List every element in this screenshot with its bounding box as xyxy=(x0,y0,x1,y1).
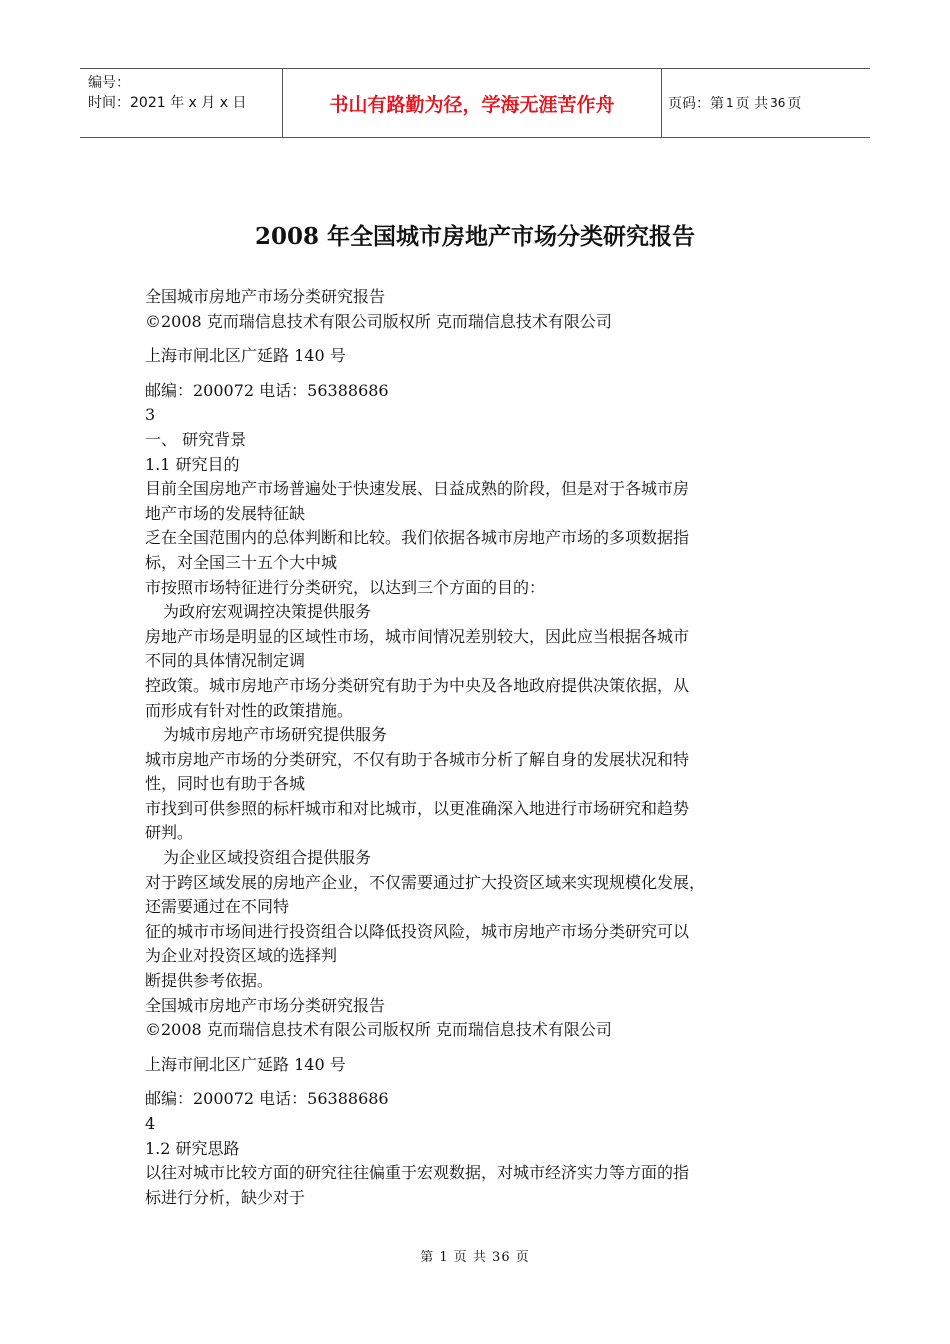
body-line: ©2008 克而瑞信息技术有限公司版权所 克而瑞信息技术有限公司 xyxy=(145,1020,612,1040)
body-line: 4 xyxy=(145,1114,156,1133)
subsection-heading: 1.1 研究目的 xyxy=(145,454,240,474)
body-line: 3 xyxy=(145,405,156,425)
body-line: 全国城市房地产市场分类研究报告 xyxy=(145,287,386,306)
body-line: 邮编：200072 电话：56388686 xyxy=(145,1089,389,1109)
header-motto-cell xyxy=(282,69,662,137)
body-line: ©2008 克而瑞信息技术有限公司版权所 克而瑞信息技术有限公司 xyxy=(145,311,612,331)
body-line: 市按照市场特征进行分类研究，以达到三个方面的目的： xyxy=(145,577,546,597)
body-line: 上海市闸北区广延路 140 号 xyxy=(145,346,346,366)
body-line: 目前全国房地产市场普遍处于快速发展、日益成熟的阶段，但是对于各城市房 xyxy=(145,479,690,499)
body-line: 房地产市场是明显的区域性市场，城市间情况差别较大，因此应当根据各城市 xyxy=(145,626,690,646)
page-suffix: 页 xyxy=(787,96,802,112)
body-line: 性，同时也有助于各城 xyxy=(145,774,306,794)
body-line: 邮编：200072 电话：56388686 xyxy=(145,380,389,400)
header-page-info xyxy=(662,69,870,137)
body-line: 不同的具体情况制定调 xyxy=(145,651,306,671)
page-mid: 页 共 xyxy=(735,96,769,112)
body-line: 地产市场的发展特征缺 xyxy=(145,503,306,523)
body-line: 对于跨区域发展的房地产企业，不仅需要通过扩大投资区域来实现规模化发展， xyxy=(145,872,706,892)
body-line: 为企业对投资区域的选择判 xyxy=(145,946,338,966)
body-line: 研判。 xyxy=(145,823,194,843)
body-line: 标，对全国三十五个大中城 xyxy=(145,552,338,572)
document-number-label: 编号： xyxy=(88,75,130,91)
bullet-heading: 为政府宏观调控决策提供服务 xyxy=(163,602,372,622)
bullet-heading: 为城市房地产市场研究提供服务 xyxy=(163,725,388,745)
body-line: 控政策。城市房地产市场分类研究有助于为中央及各地政府提供决策依据，从 xyxy=(145,675,690,695)
bullet-heading: 为企业区域投资组合提供服务 xyxy=(163,848,372,868)
header-info xyxy=(80,69,282,137)
body-line: 城市房地产市场的分类研究，不仅有助于各城市分析了解自身的发展状况和特 xyxy=(145,749,690,769)
body-line: 上海市闸北区广延路 140 号 xyxy=(145,1054,346,1074)
page-header xyxy=(80,68,870,138)
page-total: 36 xyxy=(770,96,786,110)
body-line: 全国城市房地产市场分类研究报告 xyxy=(145,995,386,1015)
body-line: 断提供参考依据。 xyxy=(145,971,274,991)
page-prefix: 页码：第 xyxy=(668,96,724,112)
page-footer: 第 1 页 共 36 页 xyxy=(420,1250,530,1265)
subsection-heading: 1.2 研究思路 xyxy=(145,1138,240,1158)
body-line: 标进行分析，缺少对于 xyxy=(145,1187,306,1207)
body-line: 征的城市市场间进行投资组合以降低投资风险，城市房地产市场分类研究可以 xyxy=(145,921,690,941)
header-motto: 书山有路勤为径，学海无涯苦作舟 xyxy=(329,93,615,116)
document-time-label: 时间：2021 年 x 月 x 日 xyxy=(88,95,247,111)
body-line: 乏在全国范围内的总体判断和比较。我们依据各城市房地产市场的多项数据指 xyxy=(145,528,690,548)
body-line: 以往对城市比较方面的研究往往偏重于宏观数据，对城市经济实力等方面的指 xyxy=(145,1163,690,1183)
page-current: 1 xyxy=(726,96,734,110)
body-line: 而形成有针对性的政策措施。 xyxy=(145,700,354,720)
section-heading: 一、 研究背景 xyxy=(145,429,247,449)
document-title: 2008 年全国城市房地产市场分类研究报告 xyxy=(254,223,696,250)
body-line: 还需要通过在不同特 xyxy=(145,897,290,917)
body-line: 市找到可供参照的标杆城市和对比城市，以更准确深入地进行市场研究和趋势 xyxy=(145,798,690,818)
document-body xyxy=(145,285,815,1210)
